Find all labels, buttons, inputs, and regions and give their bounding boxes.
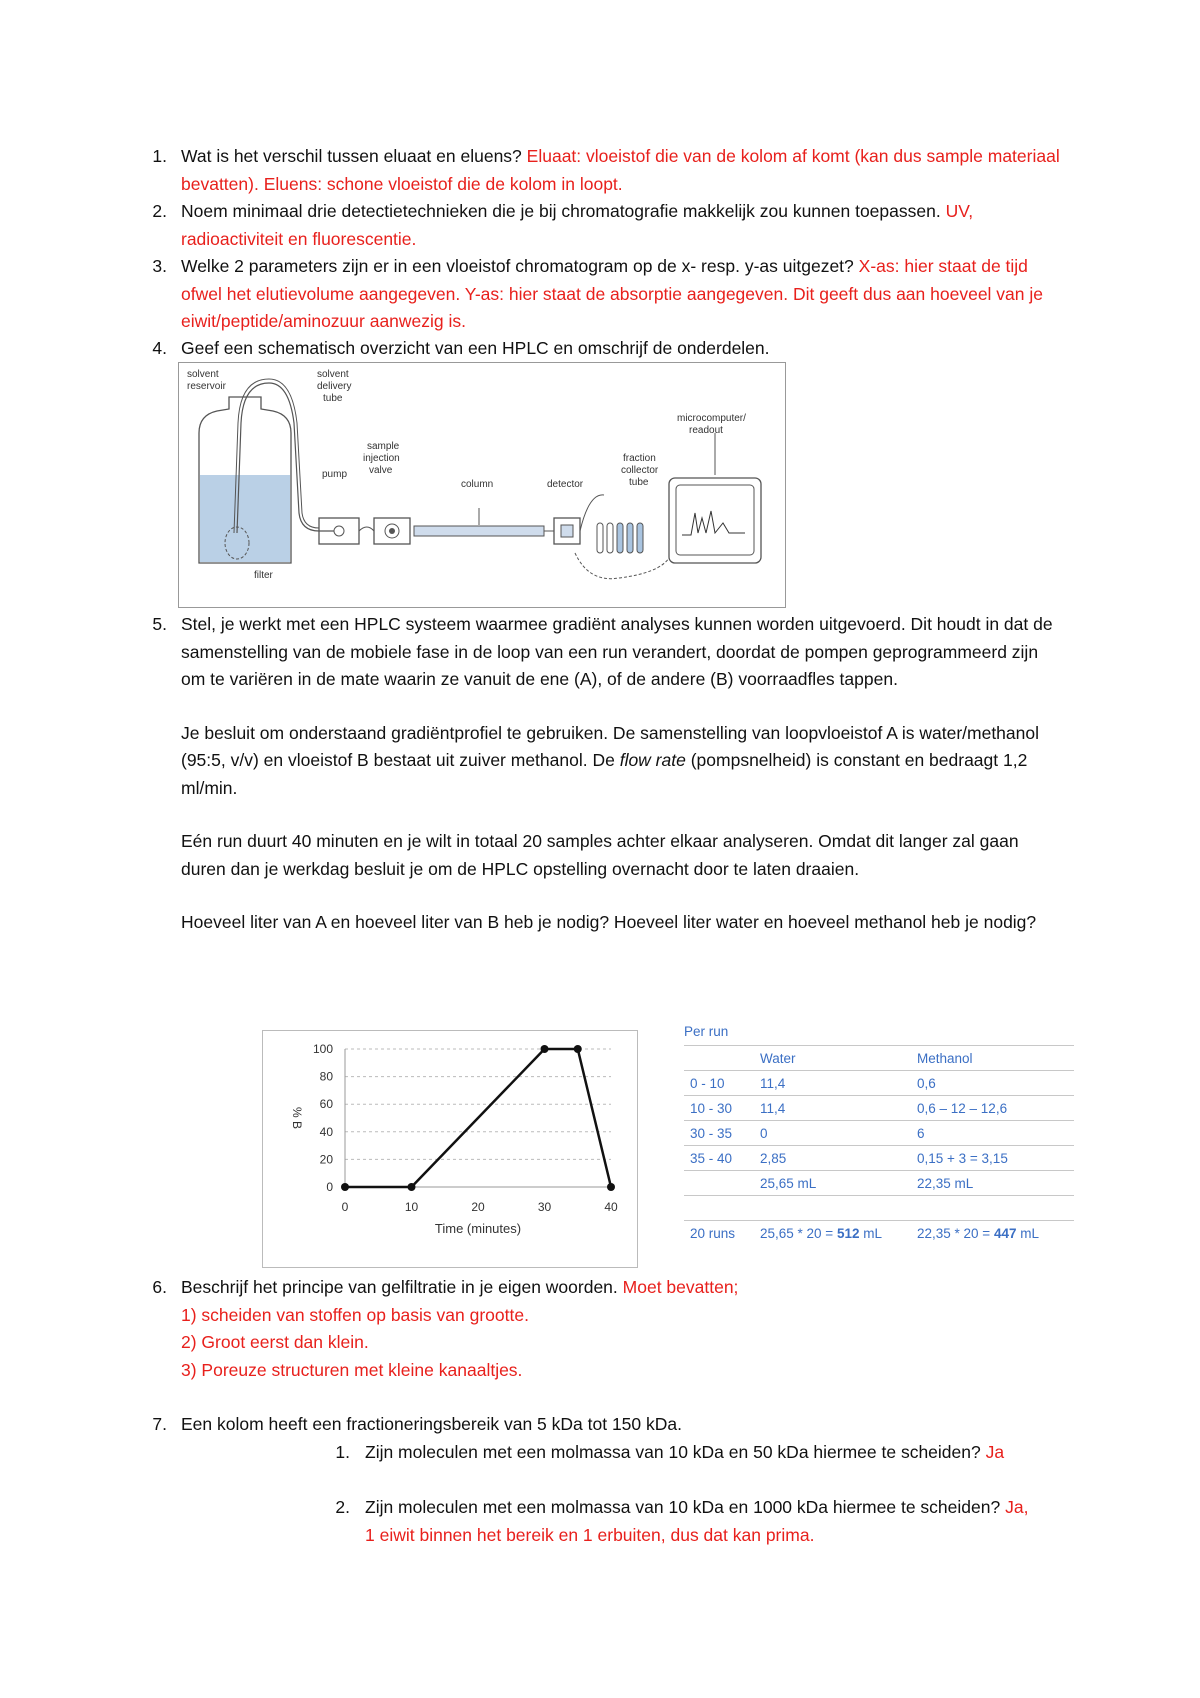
- y-tick-label: 60: [319, 1097, 333, 1112]
- answer-text: Ja, 1 eiwit binnen het bereik en 1 erbuiten, dus dat kan prima.: [365, 1497, 1029, 1545]
- diagram-label: column: [461, 479, 494, 490]
- x-tick-label: 0: [341, 1200, 349, 1214]
- table-cell: 0: [754, 1121, 911, 1146]
- x-tick-label: 20: [471, 1200, 485, 1214]
- answer-point: 3) Poreuze structuren met kleine kanaaltjes.: [181, 1359, 523, 1380]
- diagram-label: detector: [547, 479, 584, 490]
- y-axis-label: % B: [290, 1106, 304, 1130]
- sub-question-1: [330, 1439, 1030, 1467]
- data-point: [541, 1045, 549, 1053]
- question-number: 6.: [152, 1277, 167, 1297]
- answer-text: UV, radioactiviteit en fluorescentie.: [181, 201, 974, 249]
- table-cell: [911, 1196, 1074, 1221]
- diagram-label: pump: [322, 469, 348, 480]
- question-1: [145, 143, 1065, 198]
- table-cell: [684, 1196, 754, 1221]
- diagram-label: solvent: [317, 369, 349, 380]
- question-number: 4.: [152, 338, 167, 358]
- question-6: [145, 1274, 1065, 1384]
- question-text: Noem minimaal drie detectietechnieken die je bij chromatografie makkelijk zou kunnen toepassen.: [181, 201, 941, 221]
- table-row: [684, 1071, 1074, 1096]
- diagram-label: tube: [629, 477, 649, 488]
- diagram-label: tube: [323, 393, 343, 404]
- question-number: 1.: [152, 146, 167, 166]
- question-text: Beschrijf het principe van gelfiltratie in je eigen woorden.: [181, 1277, 618, 1297]
- question-4: [145, 335, 1065, 363]
- question-number: 5.: [152, 614, 167, 634]
- table-cell: 35 - 40: [684, 1146, 754, 1171]
- answer-text: X-as: hier staat de tijd ofwel het elutievolume aangegeven. Y-as: hier staat de absorptie aangegeven. Dit geeft dus aan hoeveel van je eiwit/peptide/aminozuur aanwezig is.: [181, 256, 1043, 331]
- y-tick-label: 0: [326, 1180, 333, 1194]
- x-axis-label: Time (minutes): [434, 1221, 522, 1236]
- flow-rate-term: flow rate: [619, 750, 686, 770]
- diagram-label: collector: [621, 465, 659, 476]
- table-cell: 10 - 30: [684, 1096, 754, 1121]
- table-header: Methanol: [911, 1046, 1074, 1071]
- per-run-label: Per run: [684, 1024, 729, 1039]
- data-point: [341, 1183, 349, 1191]
- question-3: [145, 253, 1065, 336]
- table-row: [684, 1146, 1074, 1171]
- x-tick-label: 40: [604, 1200, 618, 1214]
- diagram-label: filter: [254, 570, 273, 581]
- y-tick-label: 100: [312, 1042, 333, 1056]
- data-point: [408, 1183, 416, 1191]
- table-cell: 25,65 * 20 = 512 mL: [754, 1221, 911, 1246]
- question-paragraph: Stel, je werkt met een HPLC systeem waarmee gradiënt analyses kunnen worden uitgevoerd. Dit houdt in dat de samenstelling van de mobiele fase in de loop van een run verandert, doordat de pompen geprogrammeerd zijn om te variëren in de mate waarin ze vanuit de ene (A), of de andere (B) voorraadfles tappen.: [181, 614, 1053, 689]
- table-row: [684, 1171, 1074, 1196]
- answer-point: 2) Groot eerst dan klein.: [181, 1332, 369, 1352]
- y-tick-label: 80: [319, 1069, 333, 1084]
- question-2: [145, 198, 1065, 253]
- diagram-label: microcomputer/: [677, 413, 746, 424]
- table-header-row: [684, 1046, 1074, 1071]
- question-text: Geef een schematisch overzicht van een HPLC en omschrijf de onderdelen.: [181, 338, 770, 358]
- diagram-label: readout: [689, 425, 723, 436]
- table-cell: 0 - 10: [684, 1071, 754, 1096]
- question-7: [145, 1411, 1065, 1439]
- table-header: Water: [754, 1046, 911, 1071]
- question-text: Wat is het verschil tussen eluaat en eluens?: [181, 146, 522, 166]
- table-cell: 11,4: [754, 1071, 911, 1096]
- table-cell: 2,85: [754, 1146, 911, 1171]
- hplc-diagram: [178, 362, 786, 608]
- diagram-label: fraction: [623, 453, 656, 464]
- question-paragraph: Hoeveel liter van A en hoeveel liter van B heb je nodig? Hoeveel liter water en hoeveel methanol heb je nodig?: [181, 912, 1037, 932]
- sub-question-number: 2.: [335, 1497, 350, 1517]
- question-number: 7.: [152, 1414, 167, 1434]
- answer-point: 1) scheiden van stoffen op basis van grootte.: [181, 1304, 529, 1325]
- data-point: [574, 1045, 582, 1053]
- question-text: Een kolom heeft een fractioneringsbereik van 5 kDa tot 150 kDa.: [181, 1414, 682, 1434]
- answer-text: Moet bevatten;: [622, 1277, 739, 1297]
- table-cell: 30 - 35: [684, 1121, 754, 1146]
- table-cell: 6: [911, 1121, 1074, 1146]
- question-paragraph: Je besluit om onderstaand gradiëntprofiel te gebruiken. De samenstelling van loopvloeistof A is water/methanol (95:5, v/v) en vloeistof B bestaat uit zuiver methanol. De flow rate (pompsnelheid) is constant en bedraagt 1,2 ml/min.: [181, 722, 1040, 798]
- table-cell: 20 runs: [684, 1221, 754, 1246]
- question-number: 3.: [152, 256, 167, 276]
- question-text: Zijn moleculen met een molmassa van 10 kDa en 50 kDa hiermee te scheiden?: [365, 1442, 981, 1462]
- table-row: [684, 1196, 1074, 1221]
- table-cell: 0,6: [911, 1071, 1074, 1096]
- sub-question-2: [330, 1494, 1030, 1549]
- y-tick-label: 20: [319, 1152, 333, 1167]
- question-5: [145, 611, 1065, 937]
- table-row: [684, 1096, 1074, 1121]
- table-header: [684, 1046, 754, 1071]
- table-cell: [684, 1171, 754, 1196]
- question-number: 2.: [152, 201, 167, 221]
- gradient-chart: [262, 1030, 638, 1268]
- table-cell: 25,65 mL: [754, 1171, 911, 1196]
- answer-text: Eluaat: vloeistof die van de kolom af komt (kan dus sample materiaal bevatten). Eluens: schone vloeistof die de kolom in loopt.: [181, 146, 1060, 194]
- per-run-table: [684, 1024, 1074, 1245]
- table-cell: 0,15 + 3 = 3,15: [911, 1146, 1074, 1171]
- y-tick-label: 40: [319, 1124, 333, 1139]
- x-tick-label: 30: [537, 1200, 552, 1214]
- question-paragraph: Eén run duurt 40 minuten en je wilt in totaal 20 samples achter elkaar analyseren. Omdat dit langer zal gaan duren dan je werkdag besluit je om de HPLC opstelling overnacht door te laten draaien.: [181, 831, 1019, 879]
- question-text: Welke 2 parameters zijn er in een vloeistof chromatogram op de x- resp. y-as uitgezet?: [181, 256, 854, 276]
- table-cell: 22,35 * 20 = 447 mL: [911, 1221, 1074, 1246]
- table-total-row: [684, 1221, 1074, 1246]
- series-line: [345, 1049, 611, 1187]
- diagram-label: delivery: [317, 381, 352, 392]
- diagram-label: injection: [363, 453, 400, 464]
- x-tick-label: 10: [404, 1200, 419, 1214]
- table-row: [684, 1121, 1074, 1146]
- table-cell: 11,4: [754, 1096, 911, 1121]
- answer-text: Ja: [985, 1442, 1005, 1462]
- diagram-label: valve: [369, 465, 393, 476]
- diagram-label: sample: [367, 441, 400, 452]
- sub-question-number: 1.: [335, 1442, 350, 1462]
- diagram-label: reservoir: [187, 381, 226, 392]
- diagram-label: solvent: [187, 369, 219, 380]
- table-cell: 22,35 mL: [911, 1171, 1074, 1196]
- question-text: Zijn moleculen met een molmassa van 10 kDa en 1000 kDa hiermee te scheiden?: [365, 1497, 1001, 1517]
- data-point: [607, 1183, 615, 1191]
- table-cell: 0,6 – 12 – 12,6: [911, 1096, 1074, 1121]
- table-cell: [754, 1196, 911, 1221]
